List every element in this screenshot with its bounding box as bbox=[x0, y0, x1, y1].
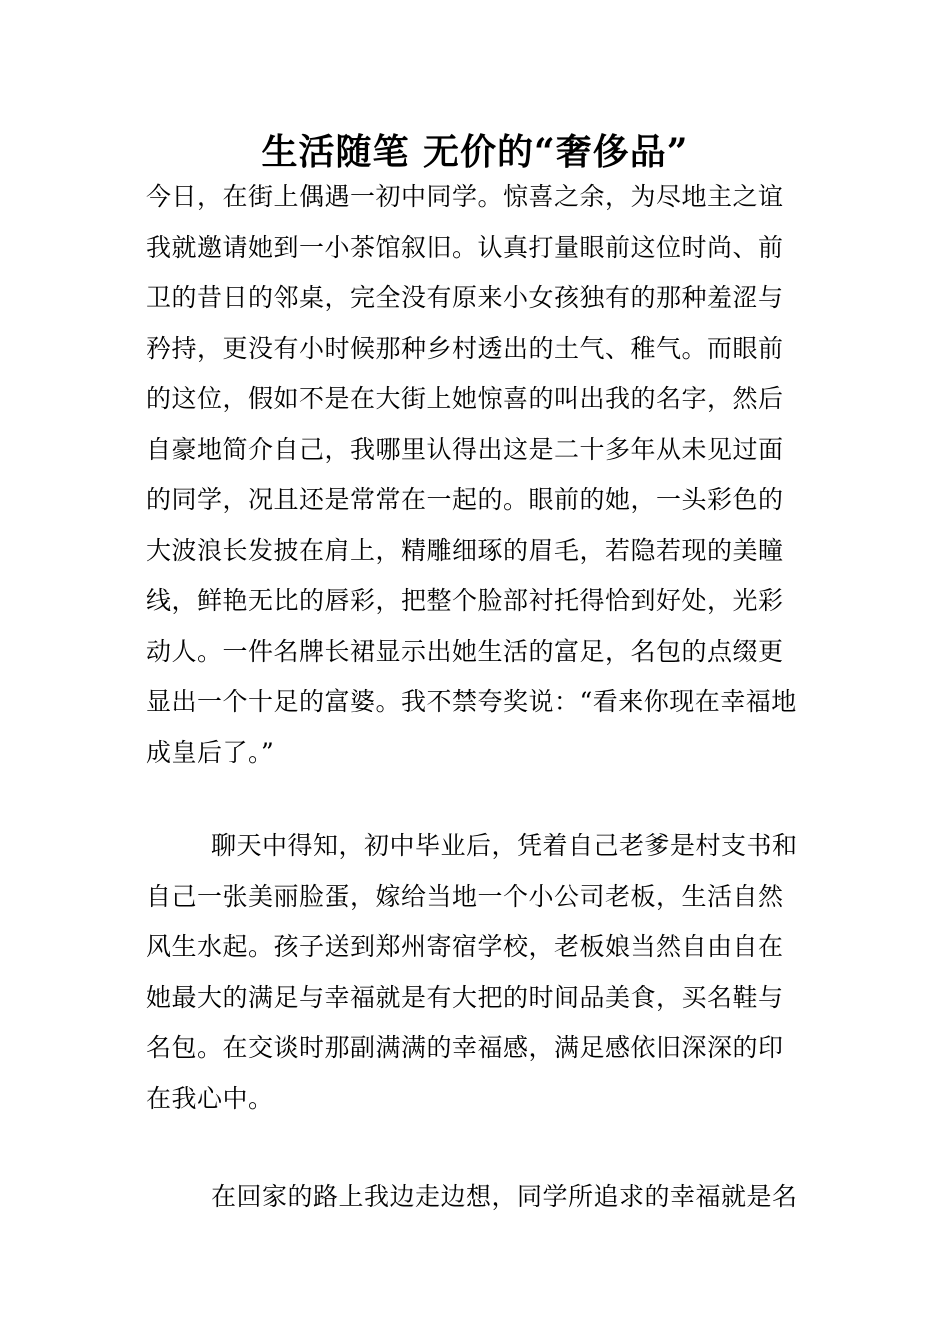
paragraph-line: 风生水起。孩子送到郑州寄宿学校，老板娘当然自由自在 bbox=[146, 932, 784, 961]
paragraph-line: 今日，在街上偶遇一初中同学。惊喜之余，为尽地主之谊 bbox=[146, 182, 784, 211]
paragraph-line: 动人。一件名牌长裙显示出她生活的富足，名包的点缀更 bbox=[146, 636, 784, 666]
paragraph-line: 的这位，假如不是在大街上她惊喜的叫出我的名字，然后 bbox=[146, 384, 784, 413]
paragraph-line: 自己一张美丽脸蛋，嫁给当地一个小公司老板，生活自然 bbox=[146, 881, 784, 911]
document-title: 生活随笔 无价的“奢侈品” bbox=[261, 131, 689, 173]
paragraph-line: 自豪地简介自己，我哪里认得出这是二十多年从未见过面 bbox=[146, 434, 784, 464]
paragraph-line: 她最大的满足与幸福就是有大把的时间品美食，买名鞋与 bbox=[146, 982, 784, 1012]
paragraph-line: 显出一个十足的富婆。我不禁夸奖说：“看来你现在幸福地 bbox=[146, 687, 797, 716]
paragraph-line: 大波浪长发披在肩上，精雕细琢的眉毛，若隐若现的美瞳 bbox=[146, 535, 784, 565]
paragraph-line: 成皇后了。” bbox=[146, 737, 275, 767]
paragraph-line: 线，鲜艳无比的唇彩，把整个脸部衬托得恰到好处，光彩 bbox=[146, 586, 784, 615]
paragraph-line: 矜持，更没有小时候那种乡村透出的土气、稚气。而眼前 bbox=[146, 333, 784, 363]
paragraph-3 bbox=[146, 1172, 810, 1223]
paragraph-line: 在回家的路上我边走边想，同学所追求的幸福就是名 bbox=[211, 1182, 798, 1211]
paragraph-line: 在我心中。 bbox=[146, 1083, 274, 1113]
paragraph-line: 名包。在交谈时那副满满的幸福感，满足感依旧深深的印 bbox=[146, 1033, 784, 1062]
paragraph-line: 的同学，况且还是常常在一起的。眼前的她，一头彩色的 bbox=[146, 485, 784, 514]
paragraph-1 bbox=[146, 172, 810, 778]
paragraph-line: 聊天中得知，初中毕业后，凭着自己老爹是村支书和 bbox=[211, 831, 798, 860]
paragraph-2 bbox=[146, 821, 810, 1124]
paragraph-line: 我就邀请她到一小茶馆叙旧。认真打量眼前这位时尚、前 bbox=[146, 232, 784, 262]
paragraph-line: 卫的昔日的邻桌，完全没有原来小女孩独有的那种羞涩与 bbox=[146, 283, 784, 312]
